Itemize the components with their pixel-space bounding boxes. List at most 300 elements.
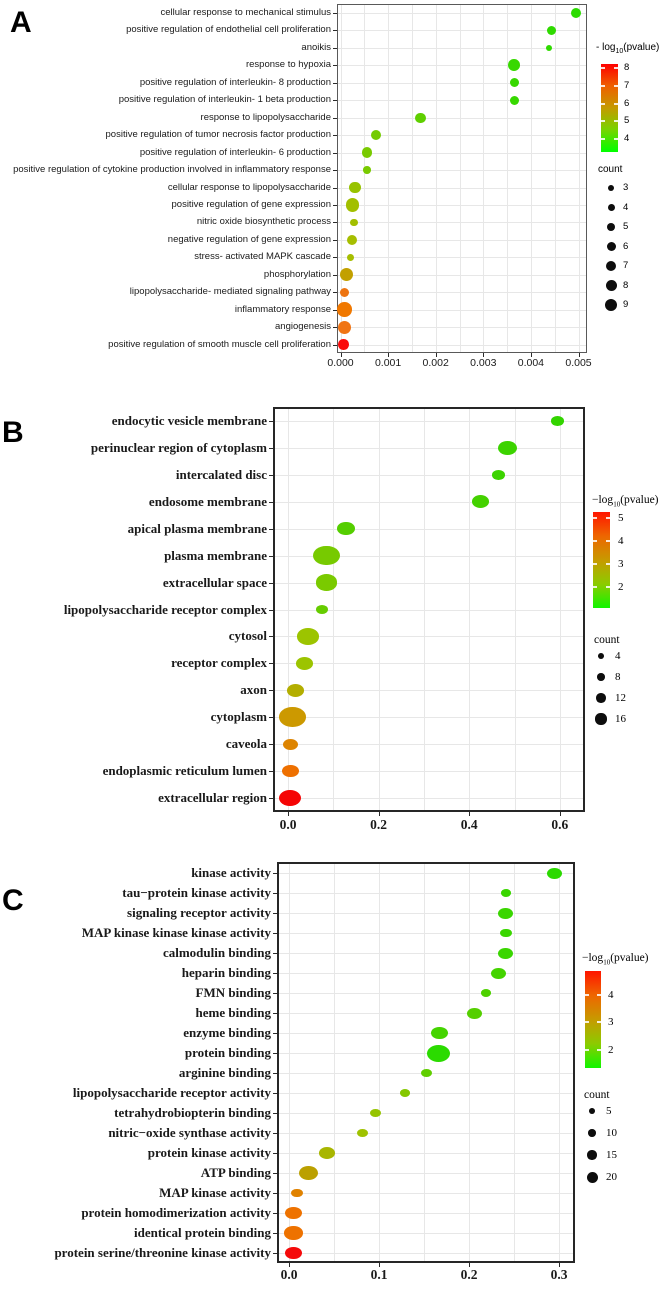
category-label: axon [240,682,267,698]
y-axis-tick [333,48,337,49]
x-axis-tick [288,812,289,816]
y-axis-tick [273,973,277,974]
legend-colorbar-tick [601,138,605,140]
data-point [291,1189,303,1198]
gridline-horizontal [274,636,584,637]
category-label: lipopolysaccharide- mediated signaling pathway [129,286,331,298]
data-point [498,441,518,456]
legend-colorbar-tick [601,103,605,105]
data-point [287,684,304,697]
category-label: extracellular region [158,790,267,806]
legend-colorbar-tick [614,138,618,140]
gridline-horizontal [278,1053,574,1054]
gridline-horizontal [338,222,586,223]
data-point [551,416,564,425]
gridline-horizontal [278,1193,574,1194]
legend-colorbar-tick [593,540,597,542]
x-axis-tick [289,1263,290,1267]
category-label: lipopolysaccharide receptor complex [63,601,267,617]
gridline-vertical [515,408,516,811]
legend-count-title: count [594,634,620,646]
gridline-vertical [483,5,484,352]
y-axis-tick [269,448,273,449]
legend-colorbar-tick [606,517,610,519]
data-point [285,1207,301,1219]
gridline-horizontal [274,717,584,718]
x-axis-tick-label: 0.000 [327,357,354,369]
x-axis-tick-label: 0.4 [460,817,478,832]
y-axis-tick [269,744,273,745]
category-label: ATP binding [200,1165,271,1180]
legend-count-value: 9 [623,299,629,310]
legend-colorbar [585,971,601,1068]
y-axis-tick [273,1133,277,1134]
legend-title-subscript: 10 [613,500,621,509]
x-axis-tick [559,1263,560,1267]
legend-colorbar-value: 5 [624,115,630,127]
gridline-horizontal [278,913,574,914]
y-axis-tick [333,153,337,154]
gridline-horizontal [278,1153,574,1154]
data-point [371,130,381,140]
y-axis-tick [273,993,277,994]
legend-title-subscript: 10 [603,958,611,967]
legend-title-suffix: (pvalue) [610,952,649,964]
legend-count-value: 4 [615,650,621,662]
category-label: response to hypoxia [245,59,331,71]
category-label: phosphorylation [263,268,331,280]
y-axis-tick [273,1153,277,1154]
data-point [547,26,556,35]
y-axis-tick [273,1093,277,1094]
gridline-horizontal [278,993,574,994]
data-point [467,1008,482,1019]
y-axis-tick [273,1033,277,1034]
legend-count-value: 12 [615,692,626,704]
gridline-horizontal [338,205,586,206]
category-label: protein kinase activity [147,1145,271,1160]
y-axis-tick [273,1113,277,1114]
data-point [285,1247,301,1259]
legend-count-value: 20 [606,1171,617,1183]
plot-area [273,407,585,812]
category-label: nitric oxide biosynthetic process [196,216,331,228]
category-label: calmodulin binding [162,945,271,960]
category-label: tau−protein kinase activity [122,885,271,900]
y-axis-tick [269,610,273,611]
y-axis-tick [333,65,337,66]
gridline-horizontal [338,275,586,276]
gridline-horizontal [278,933,574,934]
gridline-horizontal [274,421,584,422]
gridline-horizontal [338,83,586,84]
gridline-horizontal [278,1213,574,1214]
x-axis-tick [436,353,437,357]
legend-count-value: 8 [623,279,629,291]
legend-colorbar [601,64,618,152]
legend-colorbar-tick [593,563,597,565]
category-label: protein homodimerization activity [81,1205,271,1220]
data-point [431,1027,447,1039]
legend-count-dot [596,693,605,702]
plot-area [277,862,575,1263]
gridline-vertical [555,5,556,352]
category-label: tetrahydrobiopterin binding [114,1105,271,1120]
y-axis-tick [273,1013,277,1014]
y-axis-tick [333,222,337,223]
category-label: positive regulation of endothelial cell proliferation [126,24,331,36]
category-label: positive regulation of interleukin- 6 production [139,146,331,158]
x-axis-tick-label: 0.002 [422,357,449,369]
gridline-vertical [436,5,437,352]
category-label: positive regulation of interleukin- 8 production [139,76,331,88]
y-axis-tick [269,475,273,476]
category-label: endocytic vesicle membrane [111,413,267,428]
gridline-horizontal [338,240,586,241]
legend-count-value: 3 [623,182,629,193]
gridline-horizontal [274,475,584,476]
y-axis-tick [269,583,273,584]
gridline-horizontal [274,744,584,745]
y-axis-tick [273,1173,277,1174]
legend-count-value: 4 [623,201,629,213]
x-axis-tick [483,353,484,357]
panel-label: C [2,884,24,917]
x-axis-tick-label: 0.003 [470,357,497,369]
y-axis-tick [273,913,277,914]
gridline-vertical [388,5,389,352]
legend-count-value: 5 [606,1105,612,1117]
category-label: FMN binding [195,985,271,1000]
y-axis-tick [273,873,277,874]
y-axis-tick [273,1193,277,1194]
y-axis-tick [269,421,273,422]
y-axis-tick [269,502,273,503]
gridline-vertical [424,408,425,811]
gridline-horizontal [274,502,584,503]
legend-count-dot [589,1108,595,1114]
data-point [415,113,425,123]
category-label: cellular response to lipopolysaccharide [167,181,331,193]
gridline-horizontal [338,48,586,49]
gridline-horizontal [278,893,574,894]
legend-title-suffix: (pvalue) [620,494,659,506]
y-axis-tick [269,529,273,530]
gridline-horizontal [278,1033,574,1034]
gridline-vertical [379,863,380,1262]
legend-colorbar-tick [601,85,605,87]
category-label: MAP kinase activity [159,1185,271,1200]
category-label: heparin binding [181,965,271,980]
data-point [492,470,505,479]
gridline-horizontal [338,292,586,293]
data-point [363,166,371,174]
category-label: nitric−oxide synthase activity [108,1125,271,1140]
legend-colorbar-tick [593,517,597,519]
legend-colorbar-tick [597,1021,601,1023]
category-label: endosome membrane [148,493,267,509]
y-axis-tick [333,257,337,258]
data-point [313,546,339,566]
gridline-horizontal [338,345,586,346]
legend-colorbar-tick [585,1021,589,1023]
gridline-vertical [412,5,413,352]
data-point [340,268,353,281]
category-label: perinuclear region of cytoplasm [90,439,267,455]
x-axis-tick-label: 0.001 [374,357,402,369]
gridline-horizontal [338,118,586,119]
y-axis-tick [273,1253,277,1254]
category-label: angiogenesis [275,321,331,333]
legend-count-value: 10 [606,1127,617,1139]
data-point [498,948,513,959]
category-label: signaling receptor activity [127,905,271,920]
gridline-horizontal [278,1073,574,1074]
gridline-vertical [289,863,290,1262]
category-label: negative regulation of gene expression [167,233,331,245]
x-axis-tick [388,353,389,357]
legend-colorbar-tick [606,586,610,588]
data-point [337,522,354,535]
legend-colorbar-value: 2 [608,1043,614,1056]
gridline-horizontal [278,1233,574,1234]
category-label: cytoplasm [210,709,267,725]
data-point [421,1069,432,1077]
legend-colorbar-tick [614,120,618,122]
legend-colorbar-tick [606,540,610,542]
category-label: stress- activated MAPK cascade [194,251,331,263]
y-axis-tick [333,170,337,171]
gridline-vertical [531,5,532,352]
x-axis-tick-label: 0.0 [280,1267,298,1282]
gridline-vertical [469,863,470,1262]
gridline-horizontal [278,1253,574,1254]
y-axis-tick [273,1233,277,1234]
legend-colorbar-value: 4 [608,989,614,1002]
data-point [316,605,329,614]
x-axis-tick-label: 0.1 [370,1267,388,1282]
plot-area [337,4,587,353]
data-point [481,989,492,997]
data-point [284,1226,302,1239]
y-axis-tick [273,893,277,894]
data-point [498,908,513,919]
data-point [500,929,512,938]
gridline-vertical [424,863,425,1262]
legend-title-prefix: −log [592,494,614,506]
data-point [282,765,299,778]
x-axis-tick [560,812,561,816]
x-axis-tick [341,353,342,357]
legend-colorbar-tick [606,563,610,565]
gridline-horizontal [278,953,574,954]
data-point [427,1045,450,1062]
x-axis-tick [531,353,532,357]
gridline-horizontal [274,771,584,772]
gridline-horizontal [338,257,586,258]
x-axis-tick-label: 0.005 [565,357,592,369]
legend-colorbar-tick [614,67,618,69]
x-axis-tick-label: 0.6 [551,817,569,832]
y-axis-tick [269,663,273,664]
x-axis-tick-label: 0.3 [550,1267,568,1282]
gridline-horizontal [338,30,586,31]
legend-count-dot [597,673,605,681]
gridline-horizontal [274,448,584,449]
y-axis-tick [333,135,337,136]
y-axis-tick [333,292,337,293]
data-point [510,78,519,87]
category-label: positive regulation of gene expression [171,198,331,210]
gridline-horizontal [278,1173,574,1174]
data-point [347,235,357,245]
legend-count-dot [607,223,615,231]
data-point [299,1166,318,1180]
category-label: apical plasma membrane [127,520,267,536]
legend-colorbar-tick [585,994,589,996]
data-point [347,254,355,262]
gridline-vertical [469,408,470,811]
y-axis-tick [333,30,337,31]
gridline-vertical [334,863,335,1262]
data-point [279,707,305,727]
gridline-vertical [379,408,380,811]
legend-colorbar-value: 6 [624,97,630,109]
category-label: identical protein binding [133,1225,271,1240]
legend-count-dot [608,204,615,211]
legend-colorbar-value: 4 [624,132,630,144]
gridline-horizontal [338,153,586,154]
y-axis-tick [273,953,277,954]
category-label: intercalated disc [175,466,267,482]
data-point [510,96,519,105]
data-point [338,339,348,349]
data-point [337,302,352,317]
legend-count-value: 16 [615,713,626,725]
legend-count-dot [608,185,614,191]
legend-count-value: 7 [623,260,629,271]
data-point [508,59,520,71]
legend-colorbar-value: 3 [618,557,624,570]
legend-count-title: count [598,164,623,175]
legend-title-prefix: - log [596,42,616,53]
legend-count-dot [588,1129,596,1137]
x-axis-tick [469,812,470,816]
data-point [349,182,361,194]
gridline-horizontal [338,188,586,189]
legend-count-dot [587,1172,598,1183]
gridline-horizontal [274,556,584,557]
y-axis-tick [333,118,337,119]
data-point [362,147,372,157]
y-axis-tick [333,83,337,84]
category-label: plasma membrane [164,547,267,563]
data-point [297,628,319,644]
data-point [283,739,298,750]
category-label: positive regulation of smooth muscle cell proliferation [108,338,331,350]
data-point [501,889,512,897]
legend-colorbar-tick [601,67,605,69]
y-axis-tick [273,1213,277,1214]
category-label: enzyme binding [183,1025,271,1040]
data-point [279,790,301,806]
gridline-horizontal [278,1133,574,1134]
category-label: positive regulation of interleukin- 1 beta production [118,94,331,106]
gridline-horizontal [278,1113,574,1114]
y-axis-tick [273,1053,277,1054]
gridline-vertical [559,863,560,1262]
panel-label: A [10,6,32,39]
legend-count-dot [587,1150,596,1159]
legend-count-dot [606,261,616,271]
y-axis-tick [269,636,273,637]
legend-colorbar-value: 3 [608,1016,614,1029]
legend-colorbar-tick [614,103,618,105]
legend-colorbar-tick [597,1049,601,1051]
x-axis-tick-label: 0.004 [517,357,545,369]
y-axis-tick [269,690,273,691]
y-axis-tick [333,345,337,346]
x-axis-tick-label: 0.0 [279,817,297,832]
category-label: positive regulation of tumor necrosis factor production [105,129,331,141]
legend-colorbar-value: 5 [618,511,624,524]
gridline-vertical [364,5,365,352]
x-axis-tick [379,812,380,816]
gridline-horizontal [278,1093,574,1094]
gridline-vertical [560,408,561,811]
category-label: extracellular space [162,574,267,590]
category-label: response to lipopolysaccharide [200,111,331,123]
data-point [370,1109,381,1117]
y-axis-tick [269,771,273,772]
gridline-horizontal [338,310,586,311]
legend-colorbar-value: 8 [624,62,630,74]
legend-count-dot [606,280,617,291]
legend-title-suffix: (pvalue) [623,42,660,53]
x-axis-tick [469,1263,470,1267]
legend-count-dot [605,299,617,311]
category-label: MAP kinase kinase kinase activity [81,925,271,940]
gridline-horizontal [338,100,586,101]
data-point [571,8,581,18]
y-axis-tick [269,717,273,718]
data-point [472,495,489,508]
category-label: heme binding [195,1005,271,1020]
data-point [357,1129,368,1137]
gridline-vertical [341,5,342,352]
gridline-horizontal [338,135,586,136]
gridline-vertical [460,5,461,352]
legend-color-title [596,42,659,55]
data-point [546,45,552,51]
legend-count-value: 15 [606,1149,617,1161]
gridline-horizontal [274,798,584,799]
category-label: cytosol [228,628,267,644]
y-axis-tick [273,933,277,934]
legend-count-dot [598,653,604,659]
x-axis-tick-label: 0.2 [370,817,388,832]
gridline-horizontal [338,65,586,66]
x-axis-tick [379,1263,380,1267]
data-point [316,574,338,590]
category-label: positive regulation of cytokine production involved in inflammatory response [13,164,331,176]
legend-color-title [592,494,659,508]
y-axis-tick [333,240,337,241]
data-point [296,657,313,670]
legend-colorbar-value: 2 [618,580,624,593]
legend-color-title [582,952,649,966]
category-label: protein serine/threonine kinase activity [54,1245,271,1260]
